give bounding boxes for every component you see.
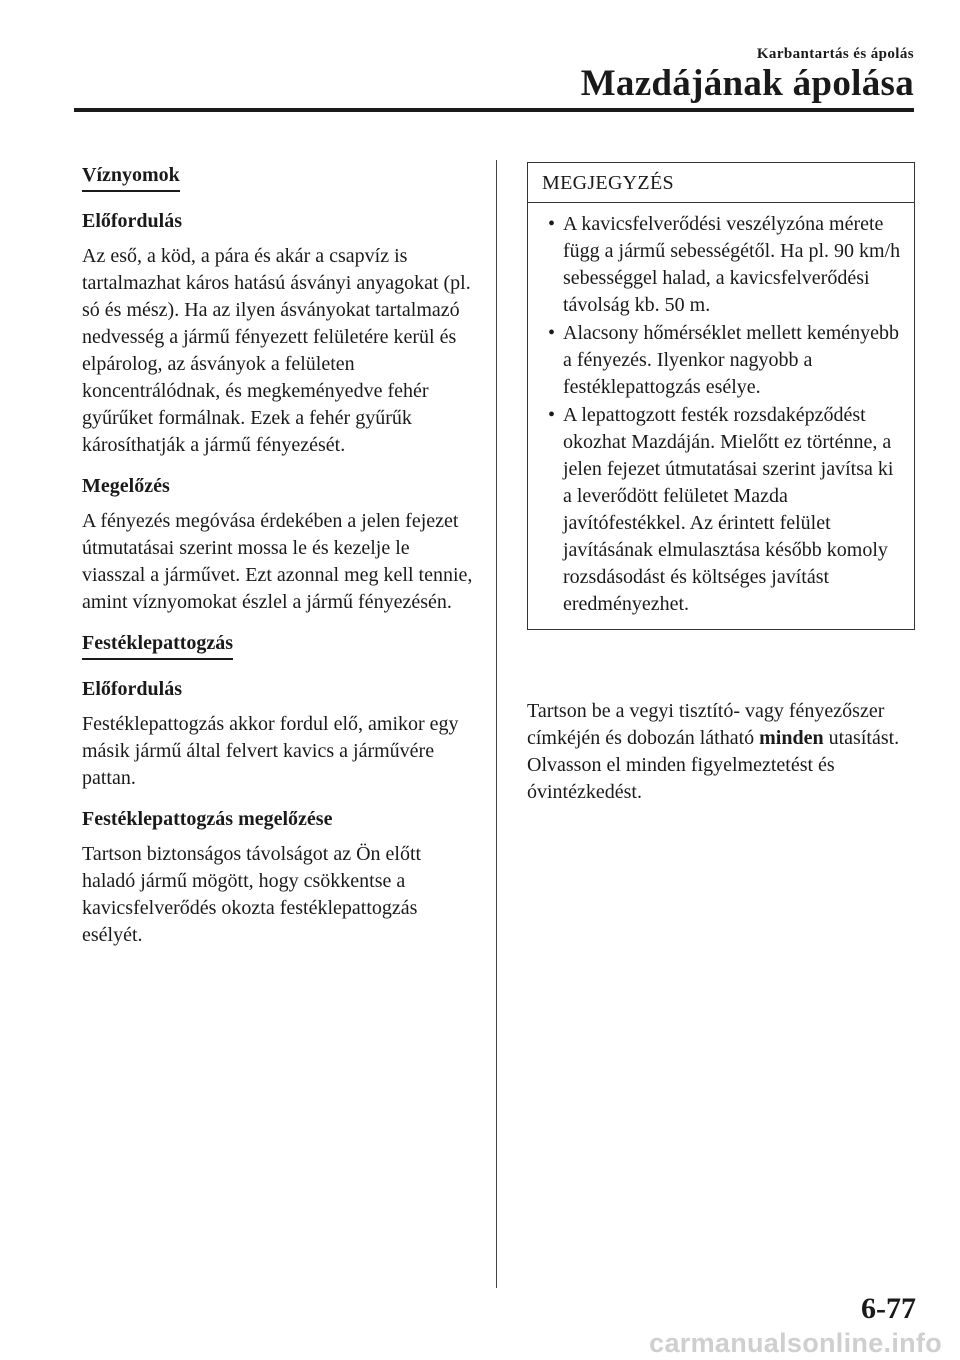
section-heading-paint-chipping: Festéklepattogzás [82, 630, 233, 660]
note-item [528, 402, 902, 618]
note-item-text: A kavicsfelverődési veszélyzóna mérete függ a jármű sebességétől. Ha pl. 90 km/h sebességgel halad, a kavicsfelverődési távolság kb. 50 m. [563, 213, 901, 316]
paragraph-water-spots-occurrence: Az eső, a köd, a pára és akár a csapvíz is tartalmazhat káros hatású ásványi anyagokat (pl. só és mész). Ha az ilyen ásványokat tartalmazó nedvesség a jármű fényezett felületére kerül és elpárolog, az ásványok a felületen koncentrálódnak, és megkeményedve fehér gyűrűket formálnak. Ezek a fehér gyűrűk károsíthatják a jármű fényezését. [82, 245, 471, 456]
paragraph-chipping-prevention: Tartson biztonságos távolságot az Ön előtt haladó jármű mögött, hogy csökkentse a kavicsfelverődés okozta festéklepattogzás esélyét. [82, 843, 422, 946]
note-list [528, 203, 914, 629]
bullet-icon: • [548, 213, 556, 235]
paragraph-water-spots-prevention: A fényezés megóvása érdekében a jelen fejezet útmutatásai szerint mossa le és kezelje le viasszal a járművet. Ezt azonnal meg kell tennie, amint víznyomokat észlel a jármű fényezésén. [82, 510, 473, 613]
subheading-prevention: Megelőzés [82, 475, 170, 497]
subheading-chipping-prevention: Festéklepattogzás megelőzése [82, 808, 333, 830]
note-item [528, 320, 902, 401]
instruction-text-end: utasítást. Olvasson el minden figyelmeztetést és óvintézkedést. [527, 727, 900, 803]
page-title: Mazdájának ápolása [580, 63, 914, 104]
subheading-occurrence: Előfordulás [82, 210, 183, 232]
header-section-label: Karbantartás és ápolás [756, 46, 914, 62]
watermark: carmanualsonline.info [649, 1328, 942, 1358]
column-divider [496, 160, 497, 1288]
note-box [527, 162, 915, 630]
section-heading-water-spots: Víznyomok [82, 162, 180, 192]
instruction-emphasis: minden [759, 727, 824, 749]
page-number: 6-77 [861, 1292, 916, 1325]
note-item-text: A lepattogzott festék rozsdaképződést okozhat Mazdáján. Mielőtt ez történne, a jelen fejezet útmutatásai szerint javítsa ki a leverődött felületet Mazda javítófestékkel. Az érintett felület javításának elmulasztása később komoly rozsdásodást és költséges javítást eredményezhet. [563, 404, 894, 615]
right-column [527, 162, 914, 806]
bullet-icon: • [548, 322, 556, 344]
note-item-text: Alacsony hőmérséklet mellett keményebb a fényezés. Ilyenkor nagyobb a festéklepattogzás esélye. [563, 322, 900, 398]
bullet-icon: • [548, 404, 556, 426]
left-column [82, 162, 474, 963]
paragraph-instructions [527, 698, 914, 806]
note-title: MEGJEGYZÉS [528, 163, 914, 203]
subheading-chipping-occurrence: Előfordulás [82, 678, 183, 700]
header-rule [74, 108, 914, 112]
note-item [528, 211, 902, 319]
paragraph-chipping-occurrence: Festéklepattogzás akkor fordul elő, amikor egy másik jármű által felvert kavics a járművére pattan. [82, 713, 459, 789]
instruction-text-start: Tartson be a vegyi tisztító- vagy fényezőszer címkéjén és dobozán látható [527, 700, 885, 749]
